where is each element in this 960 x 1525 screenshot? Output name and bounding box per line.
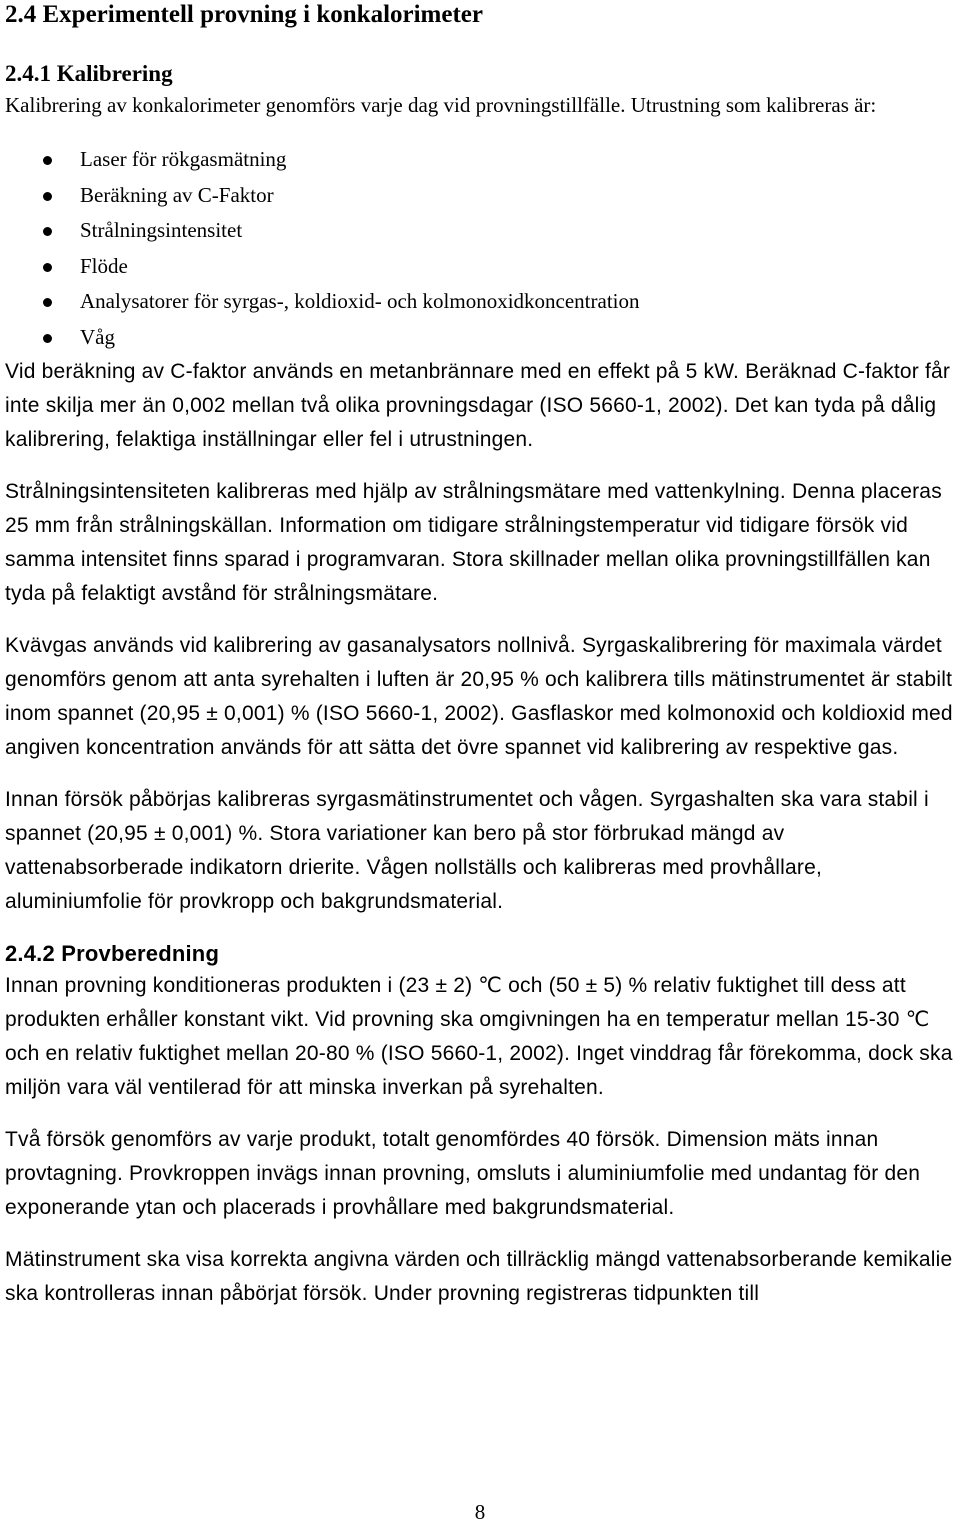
list-item-label: Strålningsintensitet xyxy=(80,218,243,242)
paragraph-konditionering: Innan provning konditioneras produkten i (23 ± 2) ℃ och (50 ± 5) % relativ fuktighet till dess att produkten erhåller konstant vikt. Vid provning ska omgivningen ha en temperatur mellan 15-30 ℃ och en relativ fuktighet mellan 20-80 % (ISO 5660-1, 2002). Inget vinddrag får förekomma, dock ska miljön vara väl ventilerad för att minska inverkan på syrehalten. xyxy=(5,974,953,1099)
calibration-list xyxy=(5,142,953,355)
kalibrering-intro: Kalibrering av konkalorimeter genomförs varje dag vid provningstillfälle. Utrustning som kalibreras är: xyxy=(5,93,877,117)
list-item xyxy=(5,320,953,356)
list-item xyxy=(5,249,953,285)
paragraph-c-faktor: Vid beräkning av C-faktor används en metanbrännare med en effekt på 5 kW. Beräknad C-faktor får inte skilja mer än 0,002 mellan två olika provningsdagar (ISO 5660-1, 2002). Det kan tyda på dålig kalibrering, felaktiga inställningar eller fel i utrustningen. xyxy=(5,360,951,451)
bullet-icon xyxy=(43,156,52,165)
bullet-icon xyxy=(43,334,52,343)
list-item-label: Laser för rökgasmätning xyxy=(80,147,287,171)
list-item-label: Analysatorer för syrgas-, koldioxid- och kolmonoxidkoncentration xyxy=(80,289,640,313)
paragraph-stralningsintensitet: Strålningsintensiteten kalibreras med hjälp av strålningsmätare med vattenkylning. Denna placeras 25 mm från strålningskällan. Information om tidigare strålningstemperatur vid tidigare försök vid samma intensitet finns sparad i programvaran. Stora skillnader mellan olika provningstillfällen kan tyda på felaktigt avstånd för strålningsmätare. xyxy=(5,480,942,605)
bullet-icon xyxy=(43,192,52,201)
document-page xyxy=(5,0,953,1311)
list-item-label: Våg xyxy=(80,324,115,349)
subsection-heading-provberedning: 2.4.2 Provberedning xyxy=(5,941,220,966)
subsection-heading-kalibrering: 2.4.1 Kalibrering xyxy=(5,61,173,86)
paragraph-forsok: Två försök genomförs av varje produkt, totalt genomfördes 40 försök. Dimension mäts innan provtagning. Provkroppen invägs innan provning, omsluts i aluminiumfolie med undantag för den exponerande ytan och placerads i provhållare med bakgrundsmaterial. xyxy=(5,1128,921,1219)
paragraph-kvavgas: Kvävgas används vid kalibrering av gasanalysators nollnivå. Syrgaskalibrering för maximala värdet genomförs genom att anta syrehalten i luften är 20,95 % och kalibrera tills mätinstrumentet är stabilt inom spannet (20,95 ± 0,001) % (ISO 5660-1, 2002). Gasflaskor med kolmonoxid och koldioxid med angiven koncentration används för att sätta det övre spannet vid kalibrering av respektive gas. xyxy=(5,634,953,759)
bullet-icon xyxy=(43,227,52,236)
list-item xyxy=(5,178,953,214)
paragraph-matinstrument: Mätinstrument ska visa korrekta angivna värden och tillräcklig mängd vattenabsorberande kemikalie ska kontrolleras innan påbörjat försök. Under provning registreras tidpunkten till xyxy=(5,1248,953,1305)
list-item-label: Beräkning av C-Faktor xyxy=(80,182,274,207)
paragraph-innan-forsok: Innan försök påbörjas kalibreras syrgasmätinstrumentet och vågen. Syrgashalten ska vara stabil i spannet (20,95 ± 0,001) %. Stora variationer kan bero på stor förbrukad mängd av vattenabsorberade indikatorn drierite. Vågen nollställs och kalibreras med provhållare, aluminiumfolie för provkropp och bakgrundsmaterial. xyxy=(5,788,929,913)
list-item-label: Flöde xyxy=(80,253,128,278)
bullet-icon xyxy=(43,263,52,272)
section-heading: 2.4 Experimentell provning i konkalorimeter xyxy=(5,1,483,28)
list-item xyxy=(5,284,953,320)
list-item xyxy=(5,142,953,178)
page-number: 8 xyxy=(474,1500,486,1524)
list-item xyxy=(5,213,953,249)
bullet-icon xyxy=(43,298,52,307)
